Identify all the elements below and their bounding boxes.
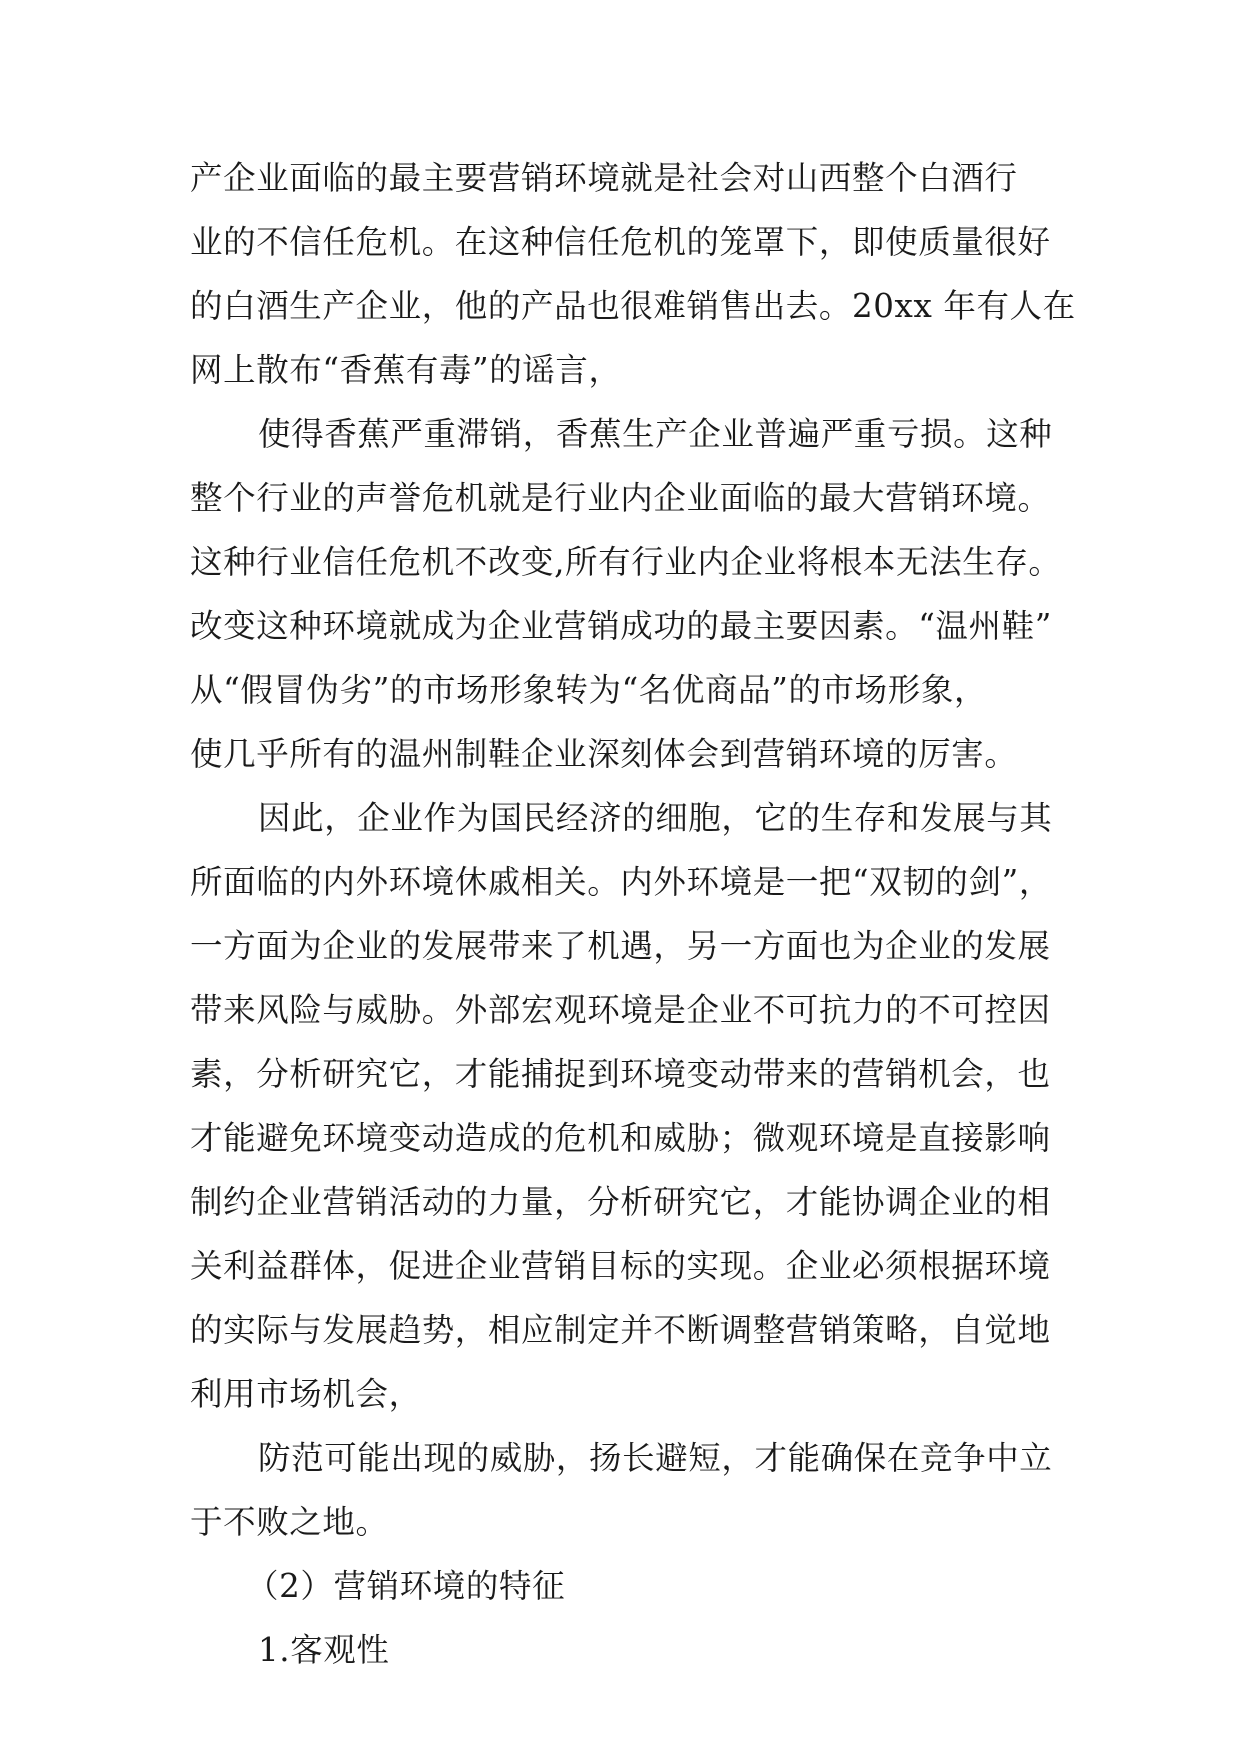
- text-line: 业的不信任危机。在这种信任危机的笼罩下，即使质量很好: [190, 223, 1051, 261]
- text-line: 使几乎所有的温州制鞋企业深刻体会到营销环境的厉害。: [190, 735, 1018, 773]
- text-line: （2）营销环境的特征: [246, 1567, 566, 1605]
- paragraph-baijiu-trust-crisis: [190, 146, 1076, 402]
- text-line: 带来风险与威胁。外部宏观环境是企业不可抗力的不可控因: [190, 991, 1051, 1029]
- text-line: 使得香蕉严重滞销，香蕉生产企业普遍严重亏损。这种: [258, 415, 1053, 453]
- text-line: 才能避免环境变动造成的危机和威胁；微观环境是直接影响: [190, 1119, 1051, 1157]
- text-line: 1.客观性: [258, 1631, 390, 1669]
- text-line: 整个行业的声誉危机就是行业内企业面临的最大营销环境。: [190, 479, 1051, 517]
- text-line: 的白酒生产企业，他的产品也很难销售出去。20xx 年有人在: [190, 287, 1076, 325]
- text-line: 从“假冒伪劣”的市场形象转为“名优商品”的市场形象，: [190, 671, 988, 709]
- text-line: 利用市场机会，: [190, 1375, 422, 1413]
- text-line: 制约企业营销活动的力量，分析研究它，才能协调企业的相: [190, 1183, 1051, 1221]
- text-line: 产企业面临的最主要营销环境就是社会对山西整个白酒行: [190, 159, 1018, 197]
- subheading-objectivity: [190, 1618, 1060, 1682]
- paragraph-banana-industry: [190, 402, 1060, 786]
- paragraph-guard-threats: [190, 1426, 1060, 1554]
- text-line: 因此，企业作为国民经济的细胞，它的生存和发展与其: [258, 799, 1053, 837]
- text-line: 这种行业信任危机不改变,所有行业内企业将根本无法生存。: [190, 543, 1062, 581]
- text-line: 一方面为企业的发展带来了机遇，另一方面也为企业的发展: [190, 927, 1051, 965]
- text-line: 防范可能出现的威胁，扬长避短，才能确保在竞争中立: [258, 1439, 1053, 1477]
- text-line: 于不败之地。: [190, 1503, 389, 1541]
- text-line: 网上散布“香蕉有毒”的谣言，: [190, 351, 622, 389]
- text-line: 的实际与发展趋势，相应制定并不断调整营销策略，自觉地: [190, 1311, 1051, 1349]
- text-line: 所面临的内外环境休戚相关。内外环境是一把“双韧的剑”，: [190, 863, 1052, 901]
- text-line: 关利益群体，促进企业营销目标的实现。企业必须根据环境: [190, 1247, 1051, 1285]
- text-line: 改变这种环境就成为企业营销成功的最主要因素。“温州鞋”: [190, 607, 1052, 645]
- section-heading-environment-features: [190, 1554, 1060, 1618]
- text-line: 素，分析研究它，才能捕捉到环境变动带来的营销机会，也: [190, 1055, 1051, 1093]
- paragraph-internal-external-environment: [190, 786, 1060, 1426]
